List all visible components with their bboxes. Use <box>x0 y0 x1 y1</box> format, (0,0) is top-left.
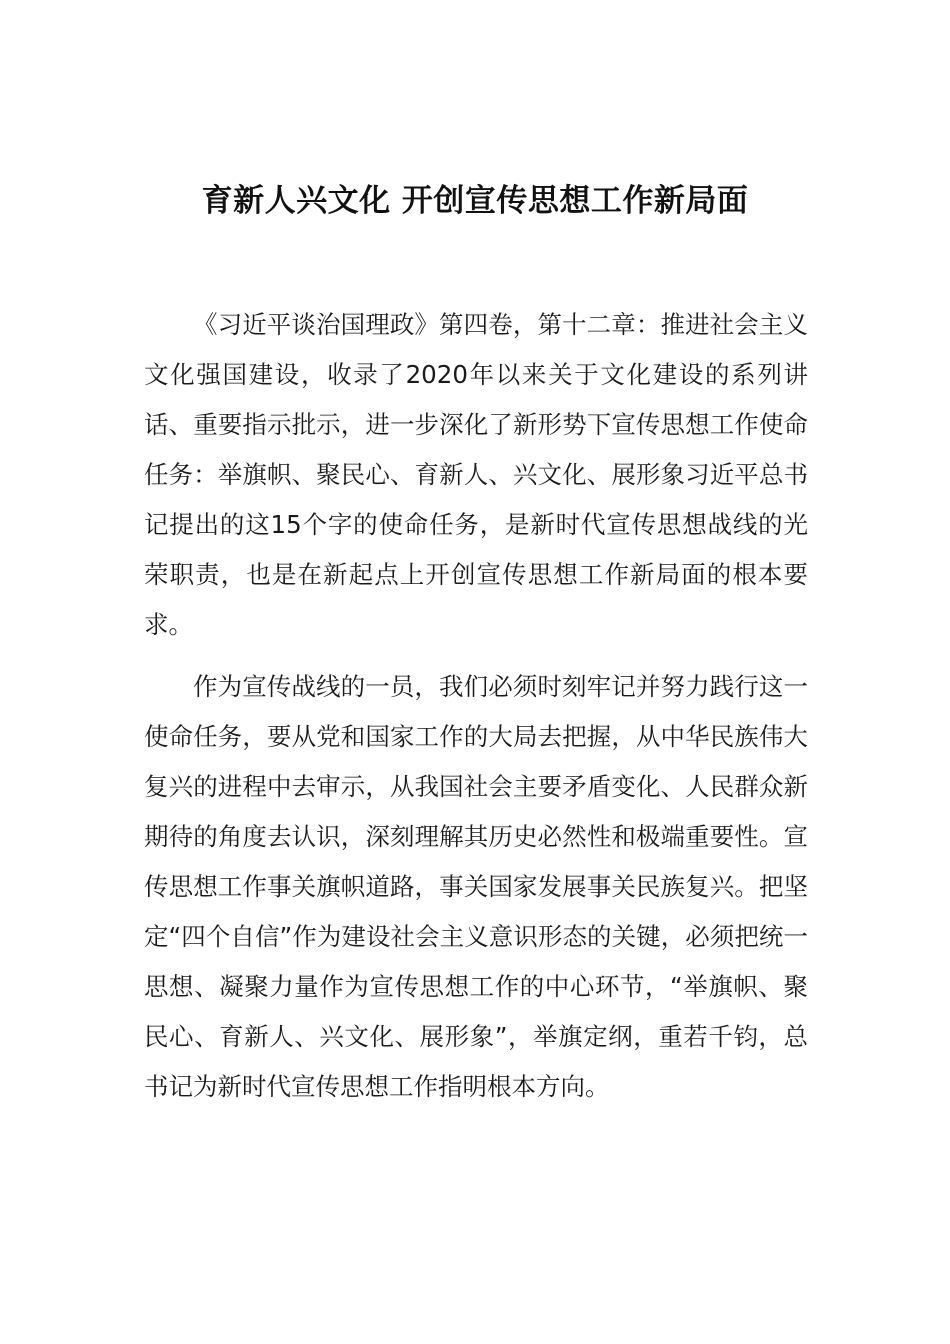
paragraph-1: 《习近平谈治国理政》第四卷，第十二章：推进社会主义文化强国建设，收录了2020年以来关于文化建设的系列讲话、重要指示批示，进一步深化了新形势下宣传思想工作使命任务：举旗帜、聚民心、育新人、兴文化、展形象习近平总书记提出的这15个字的使命任务，是新时代宣传思想战线的光荣职责，也是在新起点上开创宣传思想工作新局面的根本要求。 <box>144 310 808 639</box>
paragraph-2: 作为宣传战线的一员，我们必须时刻牢记并努力践行这一使命任务，要从党和国家工作的大局去把握，从中华民族伟大复兴的进程中去审示，从我国社会主要矛盾变化、人民群众新期待的角度去认识，深刻理解其历史必然性和极端重要性。宣传思想工作事关旗帜道路，事关国家发展事关民族复兴。把坚定“四个自信”作为建设社会主义意识形态的关键，必须把统一思想、凝聚力量作为宣传思想工作的中心环节，“举旗帜、聚民心、育新人、兴文化、展形象”，举旗定纲，重若千钧，总书记为新时代宣传思想工作指明根本方向。 <box>144 672 808 1101</box>
document-body <box>144 300 808 1112</box>
document-title: 育新人兴文化 开创宣传思想工作新局面 <box>201 182 749 219</box>
